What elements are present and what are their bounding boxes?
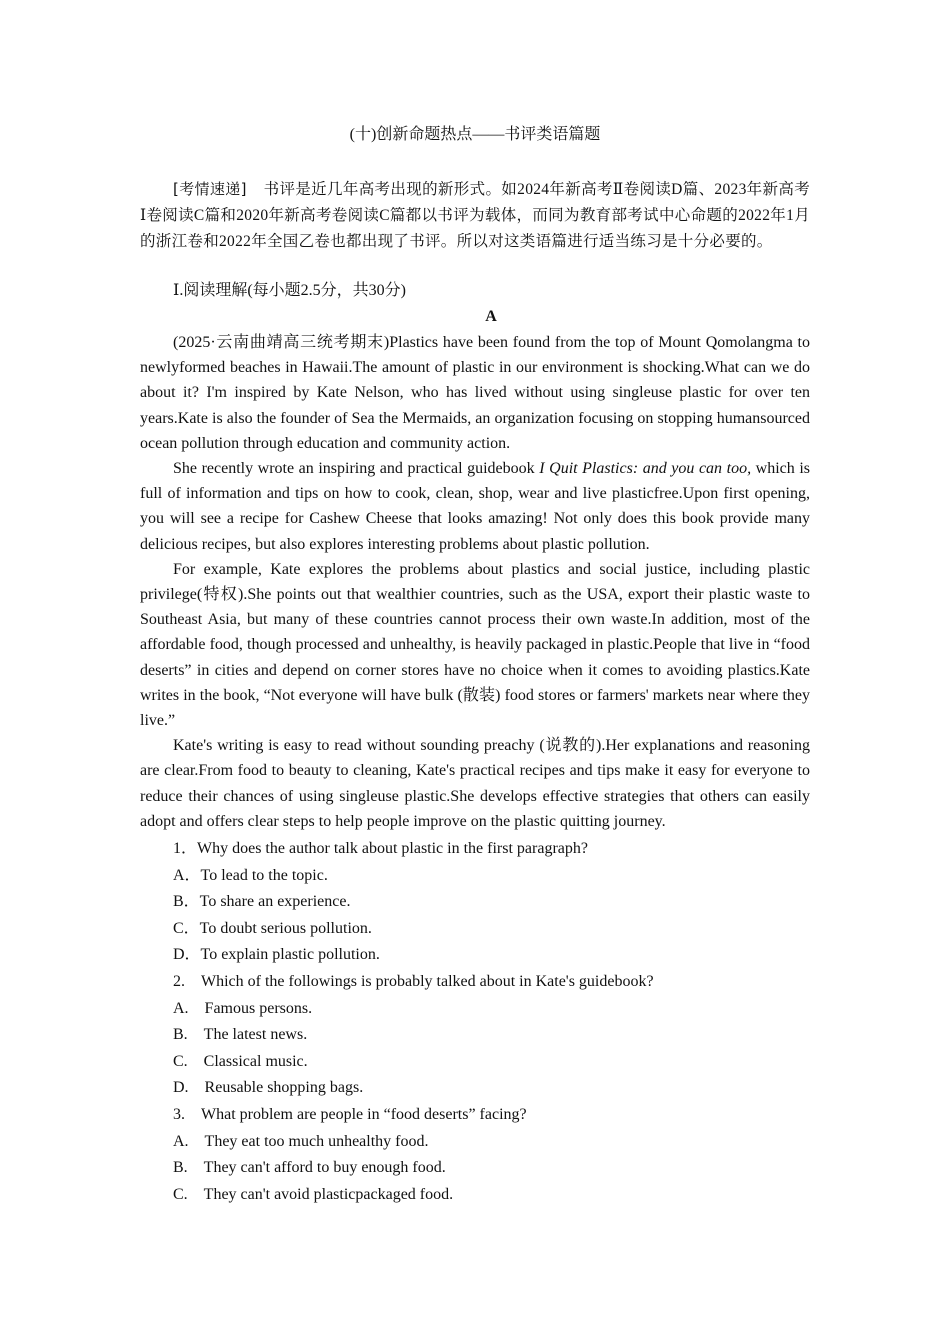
paragraph-4: Kate's writing is easy to read without sounding preachy (说教的).Her explanations and reasoning are clear.From food to beauty to cleaning, Kate's practical recipes and tips make it easy for everyone to reduce their chances of using singleuse plastic.She develops effective strategies that others can easily adopt and offers clear steps to help people improve on the plastic quitting journey. bbox=[140, 737, 810, 830]
option-1b: B．To share an experience. bbox=[173, 893, 351, 911]
intro-text: 书评是近几年高考出现的新形式。如2024年新高考Ⅱ卷阅读D篇、2023年新高考Ⅰ卷阅读C篇和2020年新高考卷阅读C篇都以书评为载体，而同为教育部考试中心命题的2022年1月的浙江卷和2022年全国乙卷也都出现了书评。所以对这类语篇进行适当练习是十分必要的。 bbox=[140, 181, 810, 250]
exam-intro bbox=[140, 176, 810, 255]
paragraph-2 bbox=[140, 456, 810, 557]
question-1: 1．Why does the author talk about plastic in the first paragraph? bbox=[173, 840, 588, 857]
option-3b: B. They can't afford to buy enough food. bbox=[173, 1159, 446, 1177]
page-title: (十)创新命题热点——书评类语篇题 bbox=[349, 126, 601, 143]
option-2d: D. Reusable shopping bags. bbox=[173, 1079, 364, 1097]
question-list bbox=[173, 836, 813, 1208]
reading-passage bbox=[140, 330, 810, 834]
option-2c: C. Classical music. bbox=[173, 1052, 308, 1070]
intro-tag: [考情速递] bbox=[173, 180, 247, 198]
option-3c: C. They can't avoid plasticpackaged food. bbox=[173, 1185, 454, 1203]
option-3a: A. They eat too much unhealthy food. bbox=[173, 1132, 429, 1150]
question-2: 2. Which of the followings is probably talked about in Kate's guidebook? bbox=[173, 972, 654, 990]
option-1a: A．To lead to the topic. bbox=[173, 866, 328, 884]
paragraph-2-after: which is full of information and tips on how to cook, clean, shop, wear and live plasticfree.Upon first opening, you will see a recipe for Cashew Cheese that looks amazing! Not only does this book provide many delicious recipes, but also explores interesting problems about plastic pollution. bbox=[140, 460, 810, 553]
option-2a: A. Famous persons. bbox=[173, 999, 313, 1017]
passage-label: A bbox=[485, 308, 497, 325]
option-2b: B. The latest news. bbox=[173, 1026, 308, 1044]
section-heading: Ⅰ.阅读理解(每小题2.5分，共30分) bbox=[173, 282, 406, 299]
book-title: I Quit Plastics: and you can too, bbox=[539, 460, 752, 478]
question-3: 3. What problem are people in “food deserts” facing? bbox=[173, 1105, 527, 1123]
paragraph-3: For example, Kate explores the problems about plastics and social justice, including plastic privilege(特权).She points out that wealthier countries, such as the USA, export their plastic waste to Southeast Asia, but many of these countries cannot process their own waste.In addition, most of the affordable food, though processed and unhealthy, is heavily packaged in plastic.People that live in “food deserts” in cities and depend on corner stores have no choice when it comes to avoiding plastics.Kate writes in the book, “Not everyone will have bulk (散装) food stores or farmers' markets near where they live.” bbox=[140, 560, 810, 730]
option-1d: D．To explain plastic pollution. bbox=[173, 946, 380, 964]
option-1c: C．To doubt serious pollution. bbox=[173, 919, 372, 937]
paragraph-2-before: She recently wrote an inspiring and practical guidebook bbox=[173, 460, 540, 478]
paragraph-1: (2025·云南曲靖高三统考期末)Plastics have been found from the top of Mount Qomolangma to newlyformed beaches in Hawaii.The amount of plastic in our environment is shocking.What can we do about it? I'm inspired by Kate Nelson, who has lived without using singleuse plastic for over ten years.Kate is also the founder of Sea the Mermaids, an organization focusing on stopping humansourced ocean pollution through education and community action. bbox=[140, 334, 810, 452]
